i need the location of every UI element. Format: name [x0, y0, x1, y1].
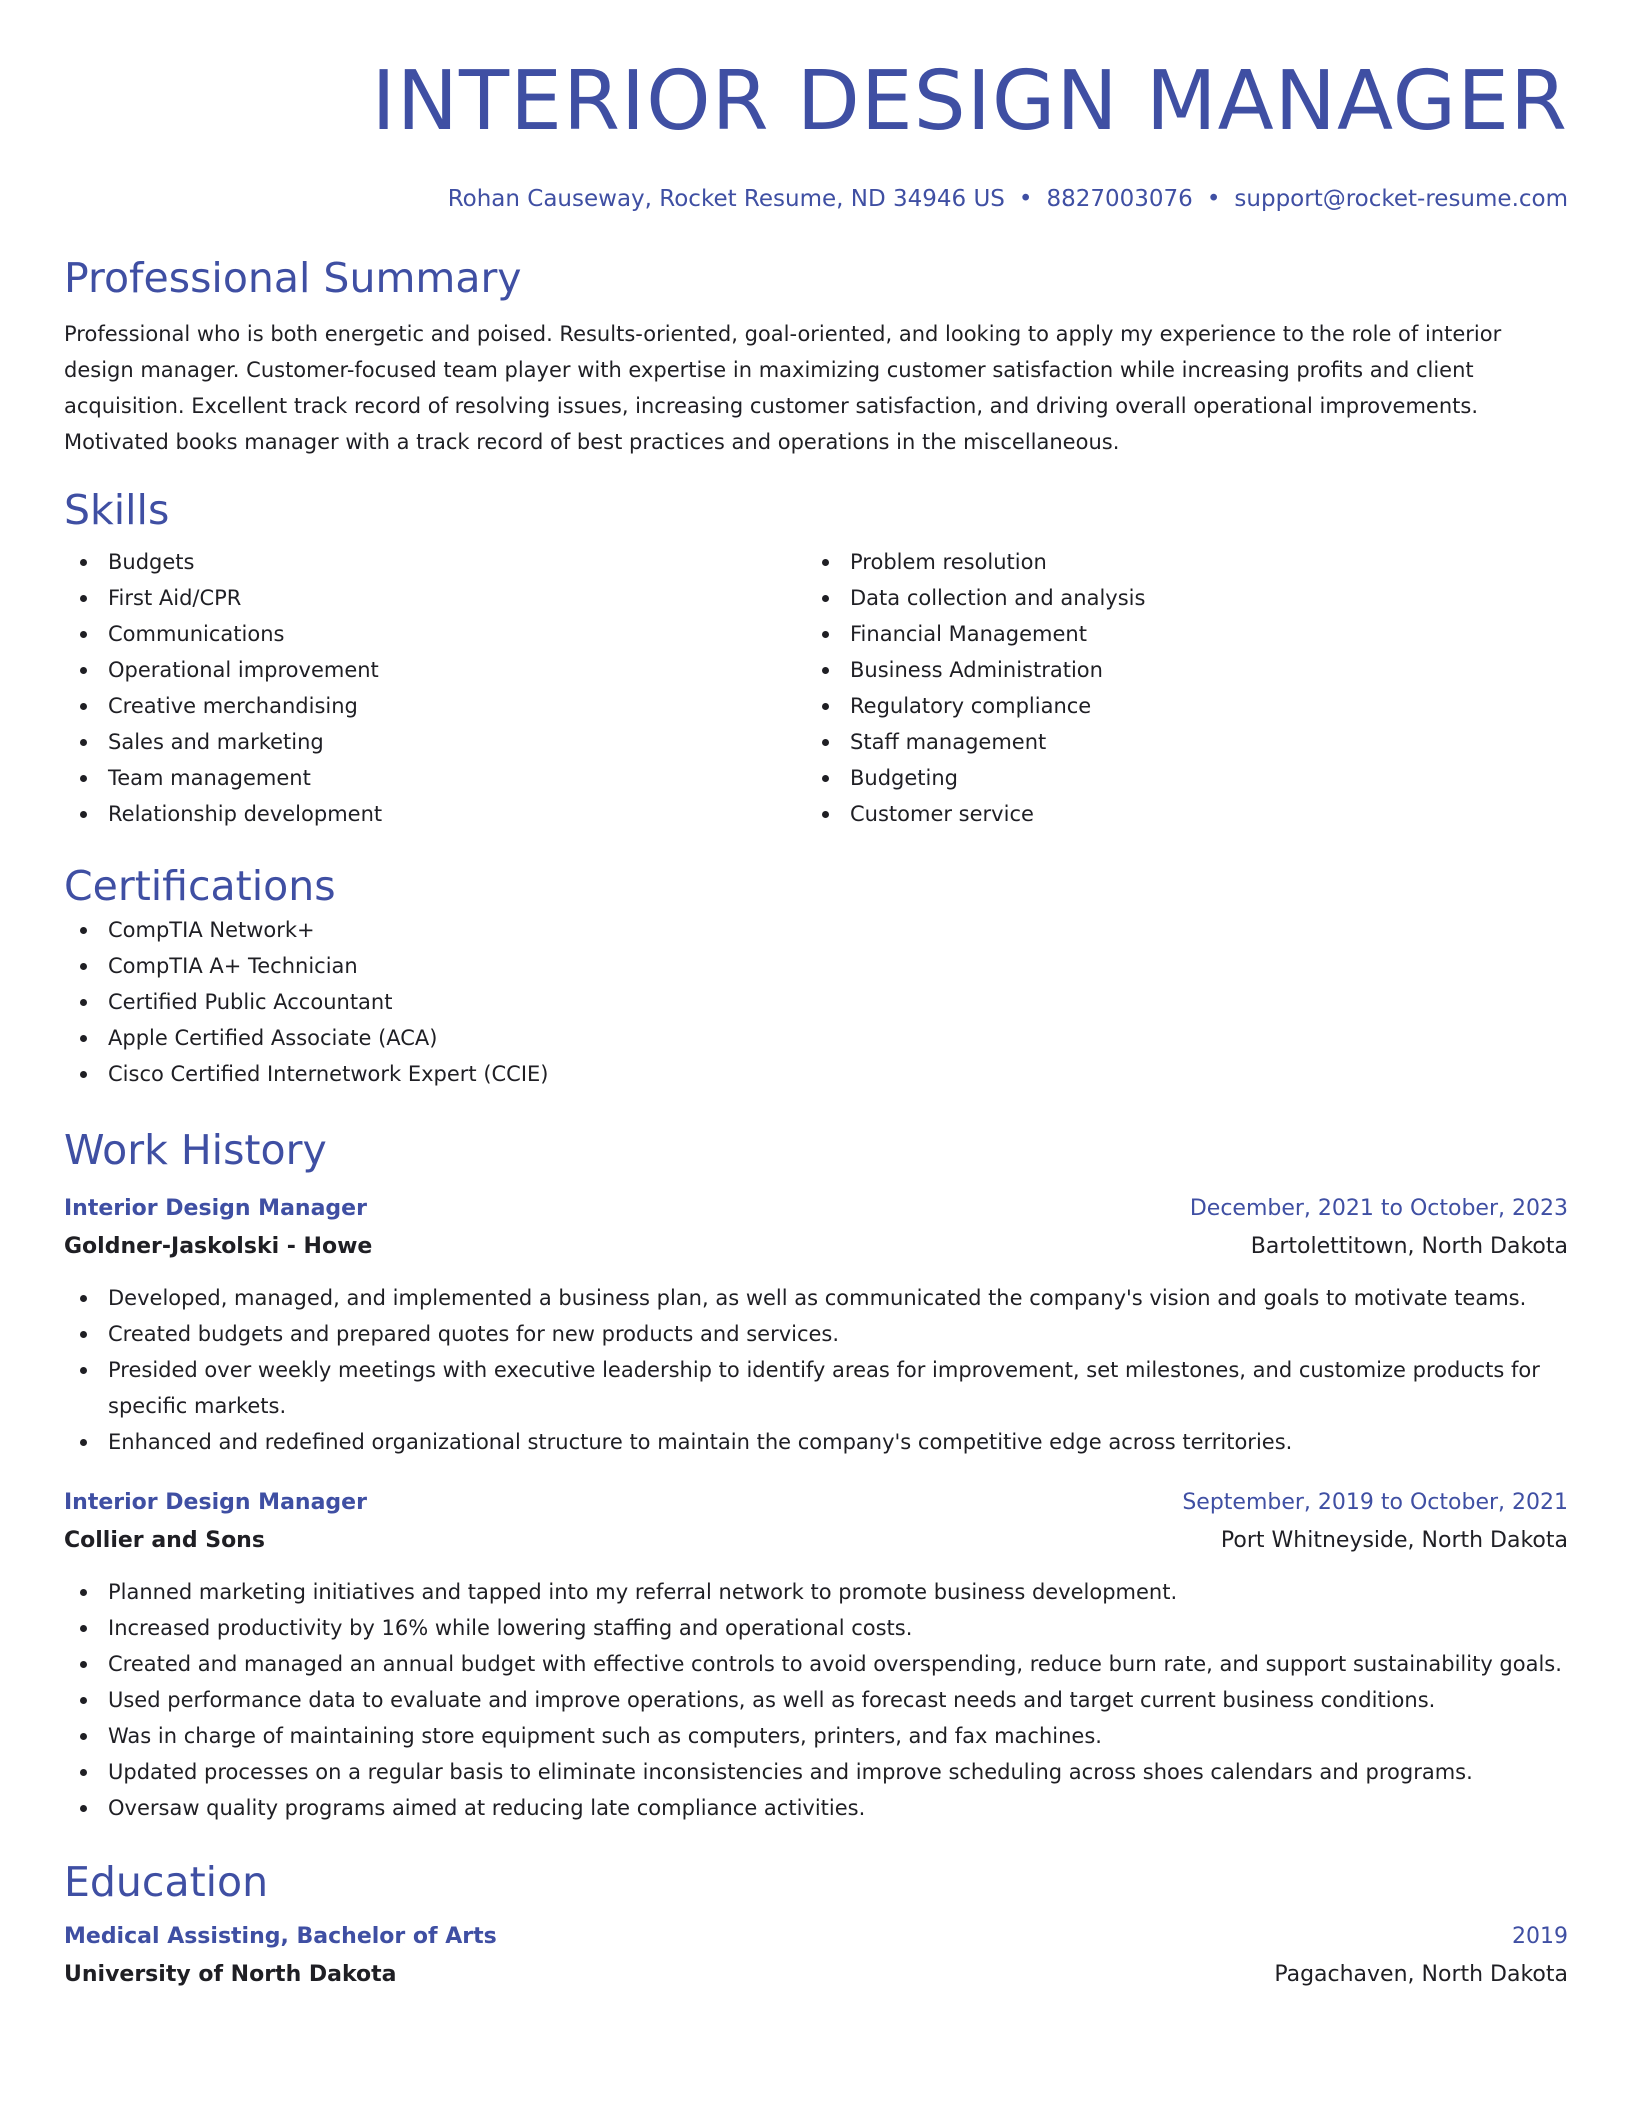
job-bullet: Used performance data to evaluate and improve operations, as well as forecast needs and target current business conditions.: [64, 1682, 1568, 1718]
job-title: Interior Design Manager: [64, 1196, 367, 1221]
job-bullet: Planned marketing initiatives and tapped into my referral network to promote business development.: [64, 1574, 1568, 1610]
certification-item: Certified Public Accountant: [64, 984, 1568, 1020]
skill-item: Relationship development: [64, 796, 806, 832]
skills-column-left: [64, 544, 806, 832]
skill-item: Problem resolution: [806, 544, 1548, 580]
education-heading: Education: [64, 1858, 269, 1906]
job-bullets: [64, 1574, 1568, 1826]
skill-item: Team management: [64, 760, 806, 796]
skill-item: Communications: [64, 616, 806, 652]
education-location: Pagachaven, North Dakota: [1274, 1962, 1568, 1987]
skill-item: Operational improvement: [64, 652, 806, 688]
skills-list: [64, 544, 1568, 832]
skill-item: First Aid/CPR: [64, 580, 806, 616]
education-entry: [64, 1918, 1568, 1994]
skill-item: Customer service: [806, 796, 1548, 832]
job-bullet: Was in charge of maintaining store equipment such as computers, printers, and fax machines.: [64, 1718, 1568, 1754]
skills-column-right: [806, 544, 1548, 832]
job-bullet: Updated processes on a regular basis to eliminate inconsistencies and improve scheduling across shoes calendars and programs.: [64, 1754, 1568, 1790]
contact-email[interactable]: support@rocket-resume.com: [1234, 186, 1568, 212]
job-bullet: Oversaw quality programs aimed at reducing late compliance activities.: [64, 1790, 1568, 1826]
education-year: 2019: [1512, 1924, 1568, 1949]
education-school-row: [64, 1956, 1568, 1994]
skill-item: Staff management: [806, 724, 1548, 760]
contact-address: Rohan Causeway, Rocket Resume, ND 34946 US: [447, 186, 1005, 212]
certification-item: CompTIA Network+: [64, 912, 1568, 948]
job-location: Port Whitneyside, North Dakota: [1220, 1528, 1568, 1553]
job-bullet: Increased productivity by 16% while lowering staffing and operational costs.: [64, 1610, 1568, 1646]
skill-item: Budgets: [64, 544, 806, 580]
skill-item: Budgeting: [806, 760, 1548, 796]
job-entry: [64, 1190, 1568, 1460]
contact-separator: •: [1206, 186, 1221, 212]
certification-item: Cisco Certified Internetwork Expert (CCIE): [64, 1056, 1568, 1092]
summary-text: Professional who is both energetic and poised. Results-oriented, goal-oriented, and looking to apply my experience to the role of interior design manager. Customer-focused team player with expertise in maximizing customer satisfaction while increasing profits and client acquisition. Excellent track record of resolving issues, increasing customer satisfaction, and driving overall operational improvements. Motivated books manager with a track record of best practices and operations in the miscellaneous.: [64, 322, 1502, 454]
job-dates: December, 2021 to October, 2023: [1189, 1196, 1568, 1221]
summary-heading: Professional Summary: [64, 254, 522, 302]
certification-item: CompTIA A+ Technician: [64, 948, 1568, 984]
job-company: Collier and Sons: [64, 1528, 265, 1553]
resume-title: INTERIOR DESIGN MANAGER: [371, 54, 1568, 149]
job-header-row: [64, 1484, 1568, 1522]
job-company: Goldner-Jaskolski - Howe: [64, 1234, 373, 1259]
work-history-heading: Work History: [64, 1126, 327, 1174]
skill-item: Data collection and analysis: [806, 580, 1548, 616]
job-company-row: [64, 1228, 1568, 1266]
job-bullet: Created and managed an annual budget with effective controls to avoid overspending, reduce burn rate, and support sustainability goals.: [64, 1646, 1568, 1682]
contact-separator: •: [1018, 186, 1033, 212]
education-degree-row: [64, 1918, 1568, 1956]
job-entry: [64, 1484, 1568, 1826]
job-company-row: [64, 1522, 1568, 1560]
job-bullet: Created budgets and prepared quotes for new products and services.: [64, 1316, 1568, 1352]
certifications-list: [64, 912, 1568, 1092]
skill-item: Business Administration: [806, 652, 1548, 688]
job-bullet: Presided over weekly meetings with executive leadership to identify areas for improvement, set milestones, and customize products for specific markets.: [64, 1352, 1568, 1424]
skill-item: Creative merchandising: [64, 688, 806, 724]
job-title: Interior Design Manager: [64, 1490, 367, 1515]
certification-item: Apple Certified Associate (ACA): [64, 1020, 1568, 1056]
job-bullet: Enhanced and redefined organizational structure to maintain the company's competitive edge across territories.: [64, 1424, 1568, 1460]
job-dates: September, 2019 to October, 2021: [1182, 1490, 1568, 1515]
skills-heading: Skills: [64, 486, 170, 534]
education-school: University of North Dakota: [64, 1962, 397, 1987]
skill-item: Financial Management: [806, 616, 1548, 652]
job-bullet: Developed, managed, and implemented a business plan, as well as communicated the company's vision and goals to motivate teams.: [64, 1280, 1568, 1316]
skill-item: Sales and marketing: [64, 724, 806, 760]
certifications-heading: Certifications: [64, 862, 336, 910]
job-location: Bartolettitown, North Dakota: [1250, 1234, 1568, 1259]
resume-header: [64, 0, 1568, 214]
contact-phone: 8827003076: [1046, 186, 1193, 212]
contact-line: [64, 184, 1568, 214]
job-bullets: [64, 1280, 1568, 1460]
skill-item: Regulatory compliance: [806, 688, 1548, 724]
education-degree: Medical Assisting, Bachelor of Arts: [64, 1924, 497, 1949]
job-header-row: [64, 1190, 1568, 1228]
